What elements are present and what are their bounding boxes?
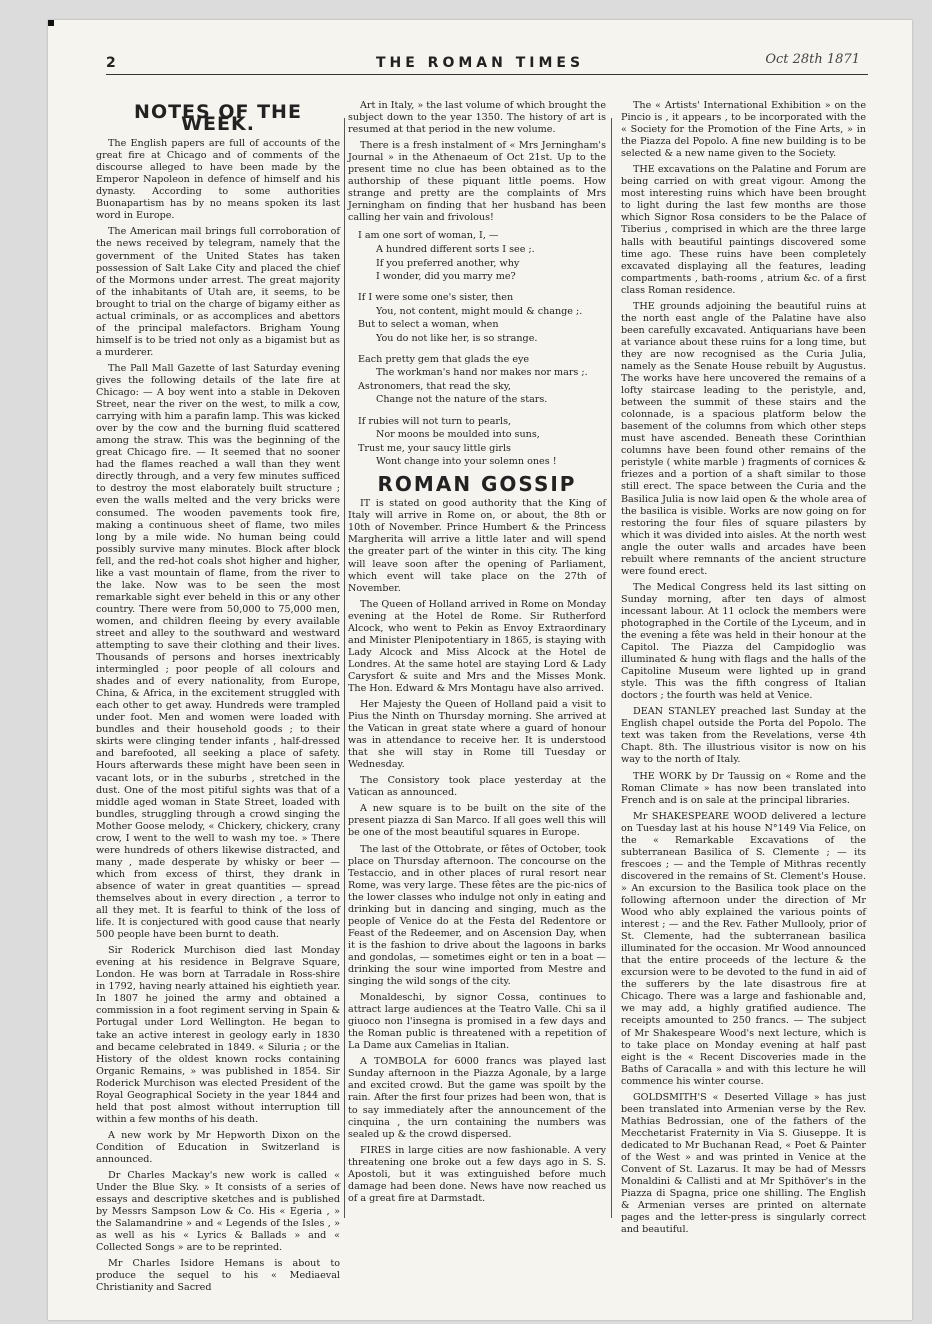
article-paragraph: A new square is to be built on the site of the present piazza di San Marco. If all goes well this will be one of the most beautiful squares in Europe. bbox=[348, 803, 606, 839]
column-divider-right bbox=[611, 118, 612, 1218]
article-paragraph: The Pall Mall Gazette of last Saturday evening gives the following details of the late fire at Chicago: — A boy went into a stable in Dekoven Street, near the river on the west, to milk a cow, carrying with him a parafin lamp. This was kicked over by the cow and the burning fluid scattered among the straw. This was the beginning of the great Chicago fire. — It seemed that no sooner had the flames reached a wall than they went directly through, and a very few minutes sufficed to destroy the most elaborately built structure ; even the walls melted and the very bricks were consumed. The wooden pavements took fire, making a continuous sheet of flame, two miles long by a mile wide. No human being could possibly survive many minutes. Block after block fell, and the red-hot coals shot higher and higher, like a vast mountain of flame, from the river to the lake. Now was to be seen the most remarkable sight ever beheld in this or any other country. There were from 50,000 to 75,000 men, women, and children fleeing by every available street and alley to the southward and westward attempting to save their clothing and their lives. Thousands of persons and horses inextricably intermingled ; poor people of all colours and shades and of every nationality, from Europe, China, & Africa, in the excitement struggled with each other to get away. Hundreds were trampled under foot. Men and women were loaded with bundles and their household goods ; to their skirts were clinging tender infants , half-dressed and barefooted, all seeking a place of safety. Hours afterwards these might have been seen in vacant lots, or in the suburbs , stretched in the dust. One of the most pitiful sights was that of a middle aged woman in State Street, loaded with bundles, struggling through a crowd singing the Mother Goose melody, « Chickery, chickery, crany crow, I went to the well to wash my toe. » There were hundreds of others likewise distracted, and many , made desperate by whisky or beer — which from excess of thirst, they drank in absence of water in great quantities — spread themselves about in every direction , a terror to all they met. It is fearful to think of the loss of life. It is conjectured with good cause that nearly 500 people have been burnt to death. bbox=[96, 362, 340, 941]
article-paragraph: The Consistory took place yesterday at the Vatican as announced. bbox=[348, 775, 606, 799]
article-paragraph: Dr Charles Mackay's new work is called « Under the Blue Sky. » It consists of a series of essays and descriptive sketches and is published by Messrs Sampson Low & Co. His « Egeria , » the Salamandrine » and « Legends of the Isles , » as well as his « Lyrics & Ballads » and « Collected Songs » are to be reprinted. bbox=[96, 1170, 340, 1254]
article-paragraph: Sir Roderick Murchison died last Monday evening at his residence in Belgrave Square, London. He was born at Tarradale in Ross-shire in 1792, having nearly attained his eightieth year. In 1807 he joined the army and obtained a commission in a foot regiment serving in Spain & Portugal under Lord Wellington. He began to take an active interest in geology early in 1830 and became celebrated in 1849. « Siluria ; or the History of the oldest known rocks containing Organic Remains, » was published in 1854. Sir Roderick Murchison was elected President of the Royal Geographical Society in the year 1844 and held that post almost without interruption till within a few months of his death. bbox=[96, 945, 340, 1125]
poem-line: If rubies will not turn to pearls, bbox=[358, 415, 512, 427]
column-3 bbox=[621, 100, 866, 1250]
poem-line: But to select a woman, when bbox=[358, 319, 499, 331]
article-paragraph: GOLDSMITH'S « Deserted Village » has just been translated into Armenian verse by the Rev. Mathias Bedrossian, one of the fathers of the Mecchetarist Fraternity in Via S. Giuseppe. It is dedicated to Mr Buchanan Read, « Poet & Painter of the West » and was printed in Venice at the Convent of St. Lazarus. It may be had of Messrs Monaldini & Callisti and at Mr Spithöver's in the Piazza di Spagna, price one shilling. The English & Armenian verses are printed on alternate pages and the letter-press is singularly correct and beautiful. bbox=[621, 1091, 866, 1236]
column-1 bbox=[96, 100, 340, 1294]
poem-line: Each pretty gem that glads the eye bbox=[358, 353, 530, 365]
stanza-gap bbox=[358, 408, 606, 414]
poem-line: Nor moons be moulded into suns, bbox=[376, 429, 540, 441]
article-paragraph: FIRES in large cities are now fashionable. A very threatening one broke out a few days ago in S. S. Apostoli, but it was extinguished before much damage had been done. News have now reached us of a great fire at Darmstadt. bbox=[348, 1144, 606, 1204]
poem-line: If I were some one's sister, then bbox=[358, 292, 514, 304]
article-paragraph: A TOMBOLA for 6000 francs was played last Sunday afternoon in the Piazza Agonale, by a large and excited crowd. But the game was spoilt by the rain. After the first four prizes had been won, that is to say immediately after the announcement of the cinquina , the urn containing the numbers was sealed up & the crowd dispersed. bbox=[348, 1056, 606, 1140]
article-paragraph: The « Artists' International Exhibition » on the Pincio is , it appears , to be incorporated with the « Society for the Promotion of the Fine Arts, » in the Piazza del Popolo. A fine new building is to be selected & a new name given to the Society. bbox=[621, 100, 866, 160]
poem-line: Trust me, your saucy little girls bbox=[358, 442, 511, 454]
section-heading-notes: NOTES OF THE WEEK. bbox=[134, 101, 302, 136]
newspaper-page bbox=[48, 20, 912, 1320]
handwritten-date: Oct 28th 1871 bbox=[765, 52, 860, 67]
article-paragraph: The Medical Congress held its last sitting on Sunday morning, after ten days of almost incessant labour. At 11 oclock the members were photographed in the Cortile of the Lyceum, and in the evening a fête was held in their honour at the Capitol. The Piazza del Campidoglio was illuminated & hung with flags and the halls of the Capitoline Museum were lighted up in grand style. This was the fifth congress of Italian doctors ; the fourth was held at Venice. bbox=[621, 581, 866, 702]
header-rule bbox=[106, 74, 868, 75]
poem-line: Change not the nature of the stars. bbox=[376, 394, 548, 406]
article-paragraph: A new work by Mr Hepworth Dixon on the Condition of Education in Switzerland is announced. bbox=[96, 1129, 340, 1165]
article-paragraph: IT is stated on good authority that the King of Italy will arrive in Rome on, or about, the 8th or 10th of November. Prince Humbert & the Princess Margherita will arrive a little later and will spend the greater part of the winter in this city. The king will leave soon after the opening of Parliament, which event will take place on the 27th of November. bbox=[348, 498, 606, 594]
poem-line: You do not like her, is so strange. bbox=[376, 332, 538, 344]
article-paragraph: The Queen of Holland arrived in Rome on Monday evening at the Hotel de Rome. Sir Rutherford Alcock, who went to Pekin as Envoy Extraordinary and Minister Plenipotentiary in 1865, is staying with Lady Alcock and Miss Alcock at the Hotel de Londres. At the same hotel are staying Lord & Lady Carysfort & suite and Mrs and the Misses Monk. The Hon. Edward & Mrs Montagu have also arrived. bbox=[348, 598, 606, 694]
article-paragraph: Mr SHAKESPEARE WOOD delivered a lecture on Tuesday last at his house N°149 Via Felice, on the « Remarkable Excavations of the subterranean Basilica of S. Clemente ; — its frescoes ; — and the Temple of Mithras recently discovered in the remains of St. Clement's House. » An excursion to the Basilica took place on the following afternoon under the direction of Mr Wood who ably explained the various points of interest ; — and the Rev. Father Mullooly, prior of St. Clemente, had the subterranean basilica illuminated for the occasion. Mr Wood announced that the entire proceeds of the lecture & the excursion were to be devoted to the fund in aid of the sufferers by the late disastrous fire at Chicago. There was a large and fashionable and, we may add, a highly gratified audience. The receipts amounted to 250 francs. — The subject of Mr Shakespeare Wood's next lecture, which is to take place on Monday evening at half past eight is the « Recent Discoveries made in the Baths of Caracalla » and with this lecture he will commence his winter course. bbox=[621, 810, 866, 1087]
scan-corner-mark bbox=[48, 20, 54, 26]
column-2 bbox=[348, 100, 606, 1250]
article-paragraph: THE excavations on the Palatine and Forum are being carried on with great vigour. Among the most interesting ruins which have been brought to light during the last few months are those which Signor Rosa considers to be the Palace of Tiberius , comprised in which are the three large halls with beautiful paintings discovered some time ago. These ruins have been completely excavated displaying all the features, leading compartments , bath-rooms , atrium &c. of a first class Roman residence. bbox=[621, 164, 867, 296]
article-paragraph: The last of the Ottobrate, or fêtes of October, took place on Thursday afternoon. The concourse on the Testaccio, and in other places of rural resort near Rome, was very large. These fêtes are the pic-nics of the lower classes who indulge not only in eating and drinking but in dancing and singing, much as the people of Venice do at the Festa del Redentore or Feast of the Redeemer, and on Ascension Day, when it is the fashion to drive about the lagoons in barks and gondolas, — sometimes eight or ten in a boat — drinking the sour wine imported from Mestre and singing the wild songs of the city. bbox=[348, 843, 606, 988]
article-paragraph: DEAN STANLEY preached last Sunday at the English chapel outside the Porta del Popolo. The text was taken from the Revelations, verse 4th Chapt. 8th. The illustrious visitor is now on his way to the north of Italy. bbox=[621, 706, 866, 766]
section-heading-gossip: ROMAN GOSSIP bbox=[377, 472, 577, 497]
stanza-gap bbox=[358, 285, 606, 291]
page-number: 2 bbox=[106, 55, 116, 71]
poem-line: You, not content, might mould & change ;. bbox=[376, 305, 583, 317]
article-paragraph: There is a fresh instalment of « Mrs Jerningham's Journal » in the Athenaeum of Oct 21st. Up to the present time no clue has been obtained as to the authorship of these piquant little poems. How strange and pretty are the complaints of Mrs Jerningham on finding that her husband has been calling her vain and frivolous! bbox=[348, 140, 606, 224]
poem-line: The workman's hand nor makes nor mars ;. bbox=[376, 367, 588, 379]
article-paragraph: Her Majesty the Queen of Holland paid a visit to Pius the Ninth on Thursday morning. She arrived at the Vatican in great state where a guard of honour was in attendance to receive her. It is understood that she will stay in Rome till Tuesday or Wednesday. bbox=[348, 699, 606, 771]
stanza-gap bbox=[358, 346, 606, 352]
article-paragraph: The American mail brings full corroboration of the news received by telegram, namely that the government of the United States has taken possession of Salt Lake City and placed the chief of the Mormons under arrest. The great majority of the inhabitants of Utah are, it seems, to be brought to trial on the charge of bigamy either as actual criminals, or as accomplices and abettors of the principal malefactors. Brigham Young himself is to be tried not only as a bigamist but as a murderer. bbox=[96, 226, 340, 358]
article-paragraph: THE WORK by Dr Taussig on « Rome and the Roman Climate » has now been translated into French and is on sale at the principal libraries. bbox=[621, 770, 866, 806]
poem-line: A hundred different sorts I see ;. bbox=[376, 244, 535, 256]
poem-line: Astronomers, that read the sky, bbox=[358, 380, 511, 392]
page-header bbox=[48, 50, 912, 100]
poem-line: Wont change into your solemn ones ! bbox=[376, 456, 557, 468]
poem bbox=[358, 230, 606, 468]
article-paragraph: Art in Italy, » the last volume of which brought the subject down to the year 1350. The history of art is resumed at that period in the new volume. bbox=[348, 100, 607, 136]
article-paragraph: THE grounds adjoining the beautiful ruins at the north east angle of the Palatine have also been carefully excavated. Antiquarians have been at variance about these ruins for a long time, but they are now recognised as the Curia Julia, namely as the Senate House rebuilt by Augustus. The works have here uncovered the remains of a lofty staircase leading to the peristyle, and, between the summit of these stairs and the colonnade, is a spacious platform below the basement of the columns from which other steps must have ascended. Beneath these Corinthian columns have been found other remains of the peristyle ( white marble ) fragments of cornices & friezes and a portion of a shaft similar to those still erect. The space between the Curia and the Basilica Julia is now laid open & the whole area of the basilica is visible. Works are now going on for restoring the four files of square pilasters by which it was divided into aisles. At the north west angle the outer walls and arcades have been rebuilt where remnants of the ancient structure were found erect. bbox=[621, 300, 866, 577]
column-divider-left bbox=[344, 118, 345, 1218]
poem-line: I wonder, did you marry me? bbox=[376, 271, 516, 283]
poem-line: I am one sort of woman, I, — bbox=[358, 230, 499, 242]
article-paragraph: Monaldeschi, by signor Cossa, continues to attract large audiences at the Teatro Valle. Chi sa il giuoco non l'insegna is promised in a few days and the Roman public is threatened with a repetition of La Dame aux Camelias in Italian. bbox=[348, 992, 606, 1052]
masthead-title: THE ROMAN TIMES bbox=[375, 55, 585, 71]
article-paragraph: Mr Charles Isidore Hemans is about to produce the sequel to his « Mediaeval Christianity and Sacred bbox=[96, 1258, 340, 1294]
poem-line: If you preferred another, why bbox=[376, 257, 520, 269]
article-paragraph: The English papers are full of accounts of the great fire at Chicago and of comments of the discourse alleged to have been made by the Emperor Napoleon in defence of himself and his dynasty. According to some authorities Buonapartism has by no means spoken its last word in Europe. bbox=[96, 138, 340, 222]
